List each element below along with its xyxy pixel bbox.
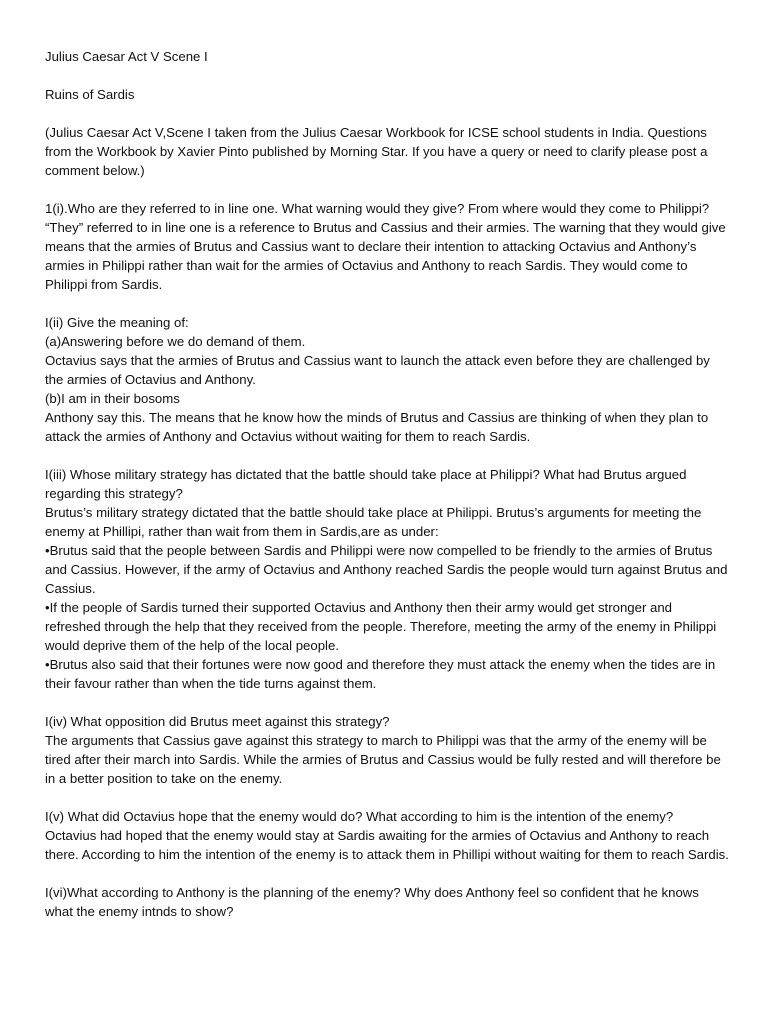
bullet-item: •If the people of Sardis turned their supported Octavius and Anthony then their army would get stronger and refreshed through the help that they received from the people. Therefore, meeting the army of the enemy in Philippi would deprive them of the help of the local people.	[45, 600, 717, 653]
question-text: I(v) What did Octavius hope that the enemy would do? What according to him is the intention of the enemy?	[45, 809, 674, 824]
question-text: I(iii) Whose military strategy has dictated that the battle should take place at Philippi? What had Brutus argued regarding this strategy?	[45, 467, 687, 501]
answer-text: Brutus’s military strategy dictated that the battle should take place at Philippi. Brutus’s arguments for meeting the enemy at Phillipi, rather than wait from them in Sardis,are as under:	[45, 505, 702, 539]
question-block-1vi	[45, 883, 730, 921]
question-text: 1(i).Who are they referred to in line one. What warning would they give? From where would they come to Philippi?	[45, 201, 710, 216]
question-text: I(ii) Give the meaning of:	[45, 315, 189, 330]
question-text: I(iv) What opposition did Brutus meet against this strategy?	[45, 714, 390, 729]
bullet-item: •Brutus said that the people between Sardis and Philippi were now compelled to be friendly to the armies of Brutus and Cassius. However, if the army of Octavius and Anthony reached Sardis the people would turn against Brutus and Cassius.	[45, 543, 728, 596]
intro-paragraph: (Julius Caesar Act V,Scene I taken from the Julius Caesar Workbook for ICSE school students in India. Questions from the Workbook by Xavier Pinto published by Morning Star. If you have a query or need to clarify please post a comment below.)	[45, 125, 708, 178]
document-page	[45, 47, 730, 940]
question-block-1i	[45, 199, 730, 294]
question-text: I(vi)What according to Anthony is the planning of the enemy? Why does Anthony feel so confident that he knows what the enemy intnds to show?	[45, 885, 699, 919]
question-block-1iv	[45, 712, 730, 788]
question-block-1iii	[45, 465, 730, 693]
answer-text: Octavius had hoped that the enemy would stay at Sardis awaiting for the armies of Octavius and Anthony to reach there. According to him the intention of the enemy is to attack them in Phillipi without waiting for them to reach Sardis.	[45, 828, 729, 862]
answer-text-a: Octavius says that the armies of Brutus and Cassius want to launch the attack even before they are challenged by the armies of Octavius and Anthony.	[45, 353, 710, 387]
sub-question-b: (b)I am in their bosoms	[45, 391, 180, 406]
document-title: Julius Caesar Act V Scene I	[45, 49, 208, 64]
sub-question-a: (a)Answering before we do demand of them.	[45, 334, 306, 349]
document-subtitle: Ruins of Sardis	[45, 87, 135, 102]
answer-text: “They” referred to in line one is a reference to Brutus and Cassius and their armies. The warning that they would give means that the armies of Brutus and Cassius want to declare their intention to attacking Octavius and Anthony’s armies in Philippi rather than wait for the armies of Octavius and Anthony to reach Sardis. They would come to Philippi from Sardis.	[45, 220, 726, 292]
answer-text: The arguments that Cassius gave against this strategy to march to Philippi was that the army of the enemy will be tired after their march into Sardis. While the armies of Brutus and Cassius would be fully rested and will therefore be in a better position to take on the enemy.	[45, 733, 721, 786]
bullet-item: •Brutus also said that their fortunes were now good and therefore they must attack the enemy when the tides are in their favour rather than when the tide turns against them.	[45, 657, 716, 691]
question-block-1v	[45, 807, 730, 864]
answer-text-b: Anthony say this. The means that he know how the minds of Brutus and Cassius are thinking of when they plan to attack the armies of Anthony and Octavius without waiting for them to reach Sardis.	[45, 410, 709, 444]
question-block-1ii	[45, 313, 730, 446]
